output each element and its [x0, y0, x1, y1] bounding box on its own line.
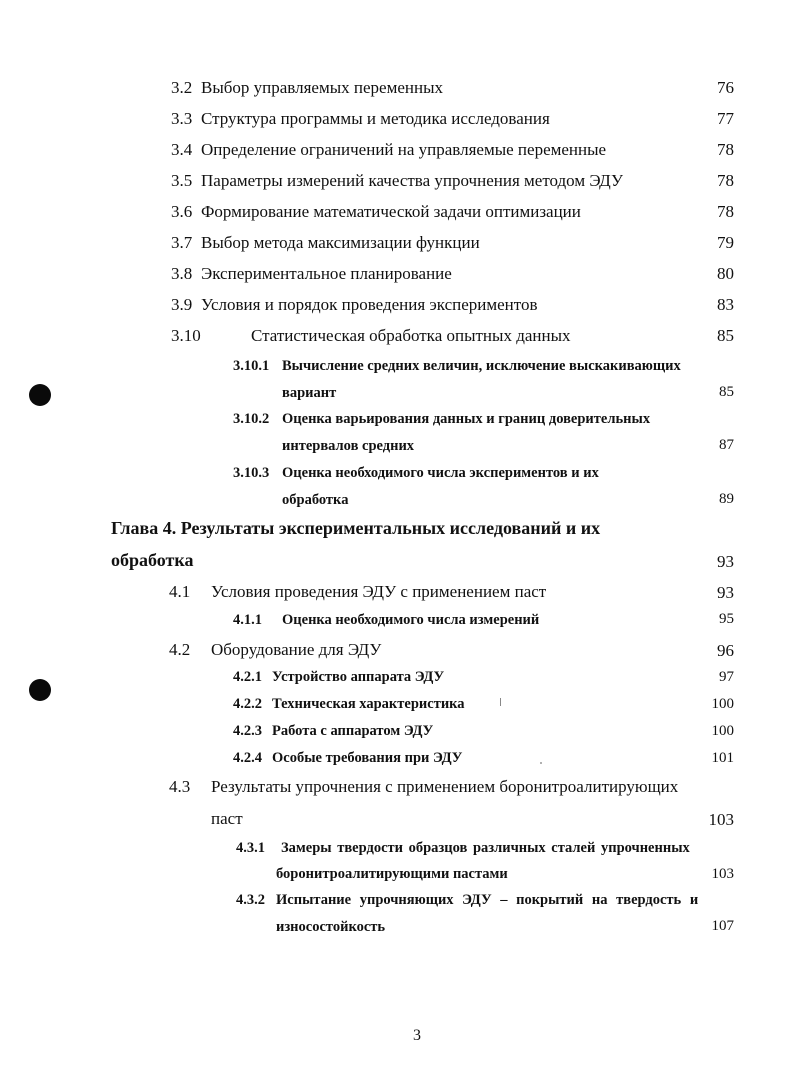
- toc-entry-3-10-3-title-line2: обработка: [282, 492, 349, 508]
- toc-entry-3-6-title: Формирование математической задачи оптимизации: [201, 202, 581, 221]
- toc-entry-4-3-2-page: 107: [711, 918, 734, 934]
- toc-entry-3-6-page: 78: [717, 202, 734, 221]
- toc-entry-3-10-2-number: 3.10.2: [233, 411, 270, 427]
- toc-entry-4-3-2-title-line1: Испытание упрочняющих ЭДУ – покрытий на твердость и: [276, 892, 699, 908]
- toc-entry-4-2-2-number: 4.2.2: [233, 696, 262, 712]
- toc-entry-4-2-2-title: Техническая характеристика: [272, 696, 465, 712]
- chapter-4-title-line2: обработка: [111, 550, 194, 570]
- toc-entry-4-3-1-page: 103: [711, 866, 734, 882]
- toc-entry-3-6-number: 3.6: [171, 202, 193, 221]
- toc-entry-3-2-title: Выбор управляемых переменных: [201, 78, 443, 97]
- toc-entry-3-2-page: 76: [717, 78, 734, 97]
- toc-entry-4-3-1-title-line2: боронитроалитирующими пастами: [276, 866, 508, 882]
- toc-entry-4-2-3-page: 100: [711, 723, 734, 739]
- toc-entry-3-5-title: Параметры измерений качества упрочнения методом ЭДУ: [201, 171, 624, 190]
- toc-entry-3-10-1-title-line2: вариант: [282, 385, 337, 401]
- toc-entry-4-3-page: 103: [708, 810, 734, 829]
- toc-entry-4-2-1-page: 97: [719, 669, 734, 685]
- toc-entry-4-1-title: Условия проведения ЭДУ с применением паст: [211, 582, 547, 601]
- toc-entry-3-10-1-page: 85: [719, 384, 734, 400]
- toc-entry-3-8-page: 80: [717, 264, 734, 283]
- toc-entry-3-4-title: Определение ограничений на управляемые переменные: [201, 140, 607, 159]
- toc-entry-4-2-1-number: 4.2.1: [233, 669, 262, 685]
- page-number: 3: [413, 1027, 421, 1044]
- toc-entry-4-3-2-title-line2: износостойкость: [276, 919, 386, 935]
- toc-entry-3-7-page: 79: [717, 233, 734, 252]
- toc-entry-4-2-1-title: Устройство аппарата ЭДУ: [272, 669, 445, 685]
- toc-entry-4-1-page: 93: [717, 583, 734, 602]
- toc-entry-4-3-number: 4.3: [169, 777, 191, 796]
- toc-entry-3-10-1-number: 3.10.1: [233, 358, 270, 374]
- toc-entry-3-7-title: Выбор метода максимизации функции: [201, 233, 480, 252]
- toc-entry-4-1-1-page: 95: [719, 611, 734, 627]
- toc-entry-3-10-page: 85: [717, 326, 734, 345]
- toc-entry-3-5-number: 3.5: [171, 171, 193, 190]
- toc-entry-4-2-3-number: 4.2.3: [233, 723, 262, 739]
- toc-entry-3-9-page: 83: [717, 295, 734, 314]
- toc-entry-4-1-1-title: Оценка необходимого числа измерений: [282, 612, 540, 628]
- toc-entry-4-3-2-number: 4.3.2: [236, 892, 265, 908]
- toc-entry-3-3-page: 77: [717, 109, 734, 128]
- scan-mark: [500, 698, 501, 706]
- toc-entry-3-7-number: 3.7: [171, 233, 193, 252]
- toc-entry-4-2-2-page: 100: [711, 696, 734, 712]
- toc-entry-3-3-number: 3.3: [171, 109, 193, 128]
- toc-entry-4-3-title-line2: паст: [211, 809, 243, 828]
- toc-entry-4-1-number: 4.1: [169, 582, 191, 601]
- toc-entry-4-3-1-title-line1: Замеры твердости образцов различных сталей упрочненных: [281, 840, 690, 856]
- toc-entry-4-2-page: 96: [717, 641, 734, 660]
- toc-entry-4-3-1-number: 4.3.1: [236, 840, 265, 856]
- toc-entry-3-9-number: 3.9: [171, 295, 193, 314]
- toc-entry-4-2-3-title: Работа с аппаратом ЭДУ: [272, 723, 434, 739]
- punch-hole-bottom: [29, 679, 51, 701]
- toc-entry-3-5-page: 78: [717, 171, 734, 190]
- toc-entry-3-4-number: 3.4: [171, 140, 193, 159]
- toc-entry-3-9-title: Условия и порядок проведения экспериментов: [201, 295, 538, 314]
- chapter-4-page: 93: [717, 552, 734, 571]
- toc-entry-3-10-1-title-line1: Вычисление средних величин, исключение выскакивающих: [282, 358, 681, 374]
- toc-entry-3-10-number: 3.10: [171, 326, 201, 345]
- toc-entry-4-2-title: Оборудование для ЭДУ: [211, 640, 382, 659]
- toc-entry-3-10-3-number: 3.10.3: [233, 465, 270, 481]
- toc-entry-3-4-page: 78: [717, 140, 734, 159]
- toc-entry-3-10-2-title-line1: Оценка варьирования данных и границ доверительных: [282, 411, 651, 427]
- toc-entry-4-2-4-number: 4.2.4: [233, 750, 262, 766]
- toc-entry-3-10-2-title-line2: интервалов средних: [282, 438, 415, 454]
- toc-entry-3-8-title: Экспериментальное планирование: [201, 264, 452, 283]
- punch-hole-top: [29, 384, 51, 406]
- toc-entry-4-2-number: 4.2: [169, 640, 191, 659]
- toc-entry-4-2-4-title: Особые требования при ЭДУ: [272, 750, 463, 766]
- toc-entry-3-10-3-title-line1: Оценка необходимого числа экспериментов и их: [282, 465, 599, 481]
- toc-entry-3-10-title: Статистическая обработка опытных данных: [251, 326, 571, 345]
- toc-entry-3-2-number: 3.2: [171, 78, 193, 97]
- toc-entry-3-10-2-page: 87: [719, 437, 734, 453]
- toc-entry-4-2-4-page: 101: [711, 750, 734, 766]
- scan-speck: [540, 762, 542, 764]
- toc-entry-3-8-number: 3.8: [171, 264, 193, 283]
- toc-entry-4-1-1-number: 4.1.1: [233, 612, 262, 628]
- toc-entry-3-10-3-page: 89: [719, 491, 734, 507]
- toc-entry-4-3-title-line1: Результаты упрочнения с применением боронитроалитирующих: [211, 777, 679, 796]
- toc-entry-3-3-title: Структура программы и методика исследования: [201, 109, 550, 128]
- chapter-4-title-line1: Глава 4. Результаты экспериментальных исследований и их: [111, 518, 601, 538]
